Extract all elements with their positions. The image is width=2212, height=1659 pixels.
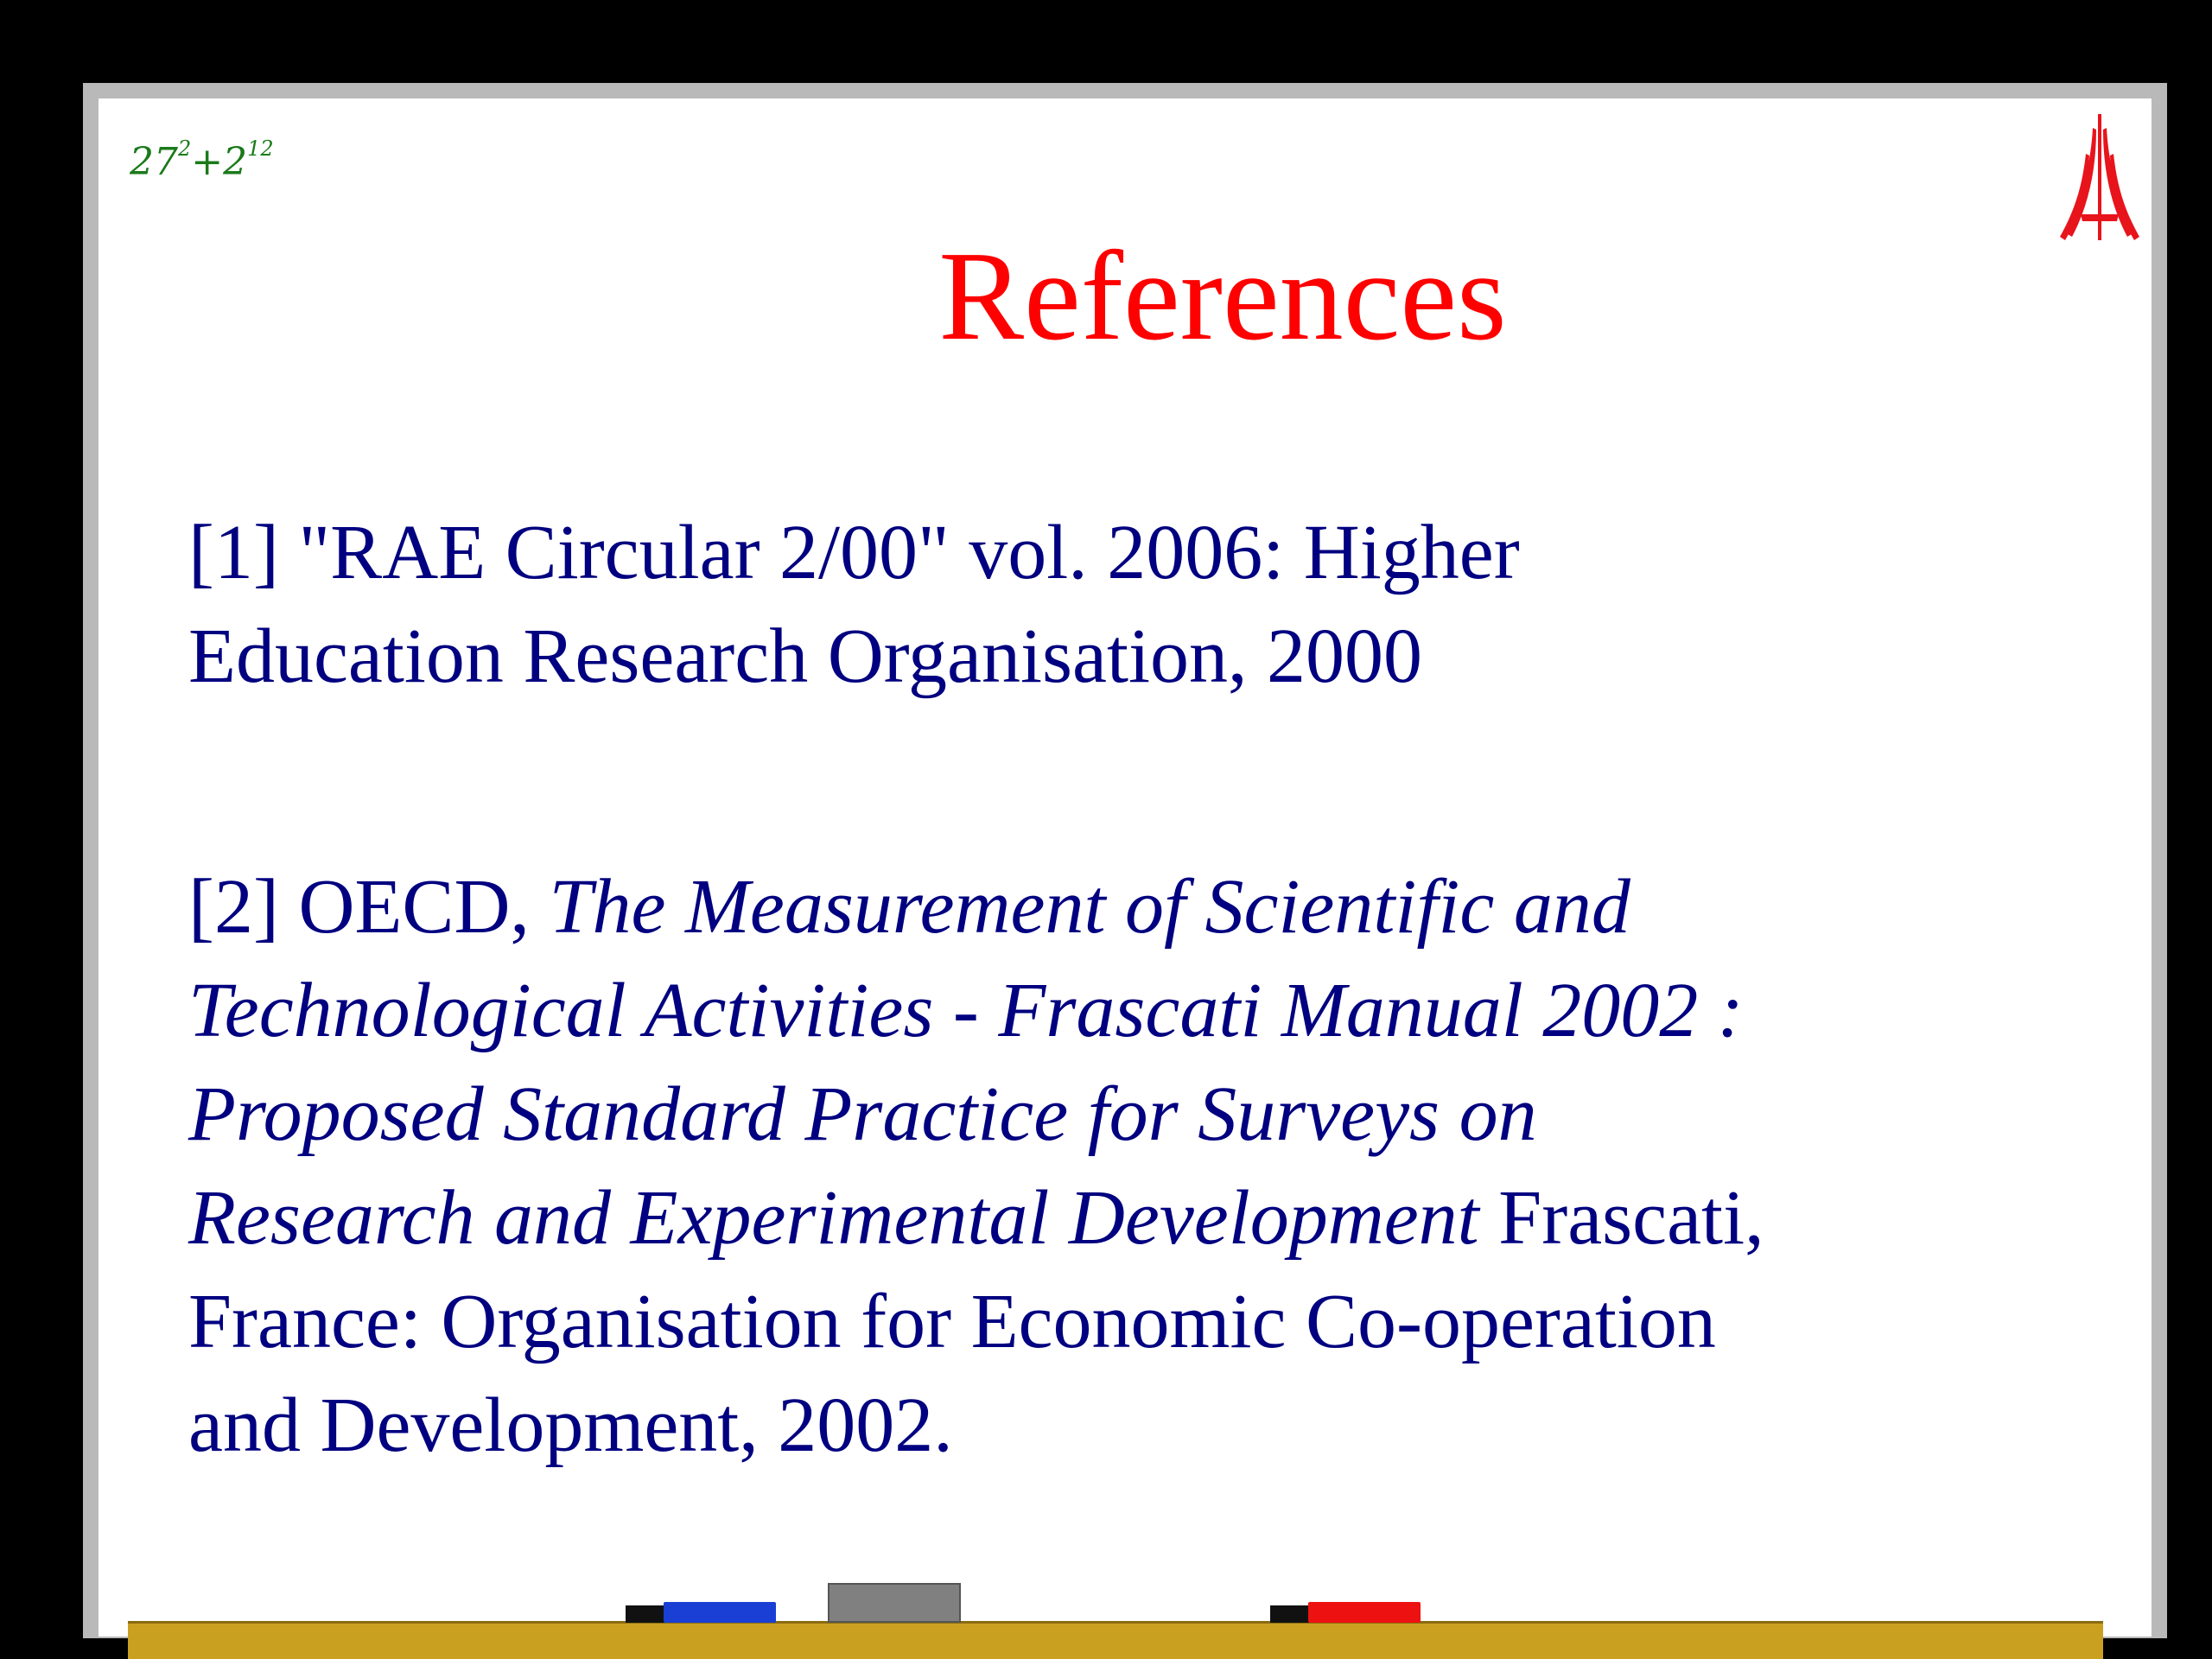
reference-2-line-1 bbox=[188, 855, 2089, 959]
reference-list bbox=[188, 501, 2089, 1478]
eraser-icon bbox=[828, 1583, 961, 1623]
reference-2-line-4 bbox=[188, 1166, 2089, 1270]
formula-exponent-2: 12 bbox=[247, 137, 274, 161]
reference-2-line-2 bbox=[188, 959, 2089, 1063]
reference-2-line-3 bbox=[188, 1063, 2089, 1166]
reference-item-2 bbox=[188, 855, 2089, 1478]
reference-2-line-5: France: Organisation for Economic Co-operation bbox=[188, 1279, 1716, 1364]
reference-2-title-part-3: Proposed Standard Practice for Surveys on bbox=[188, 1071, 1537, 1157]
reference-2-line-6: and Development, 2002. bbox=[188, 1382, 953, 1468]
reference-item-1 bbox=[188, 501, 2089, 709]
reference-1-line-2: Education Research Organisation, 2000 bbox=[188, 613, 1422, 699]
reference-2-title-part-2: Technological Activities - Frascati Manual 2002 : bbox=[188, 968, 1744, 1053]
marker-tray bbox=[128, 1621, 2103, 1659]
formula-exponent-1: 2 bbox=[178, 137, 192, 161]
reference-2-title-part-1: The Measurement of Scientific and bbox=[549, 864, 1630, 950]
slide-title: References bbox=[938, 226, 1507, 367]
formula-decoration bbox=[130, 137, 274, 184]
blue-marker-icon bbox=[626, 1602, 778, 1623]
reference-2-prefix: [2] OECD, bbox=[188, 864, 550, 950]
formula-base-1: 27 bbox=[130, 140, 178, 184]
formula-operator: + bbox=[191, 140, 224, 184]
red-marker-icon bbox=[1270, 1602, 1422, 1623]
reference-1-line-1: [1] "RAE Circular 2/00" vol. 2006: Higher bbox=[188, 510, 1520, 595]
reference-2-place: Frascati, bbox=[1478, 1175, 1764, 1261]
reference-2-title-part-4: Research and Experimental Development bbox=[188, 1175, 1479, 1261]
formula-base-2: 2 bbox=[223, 140, 248, 184]
